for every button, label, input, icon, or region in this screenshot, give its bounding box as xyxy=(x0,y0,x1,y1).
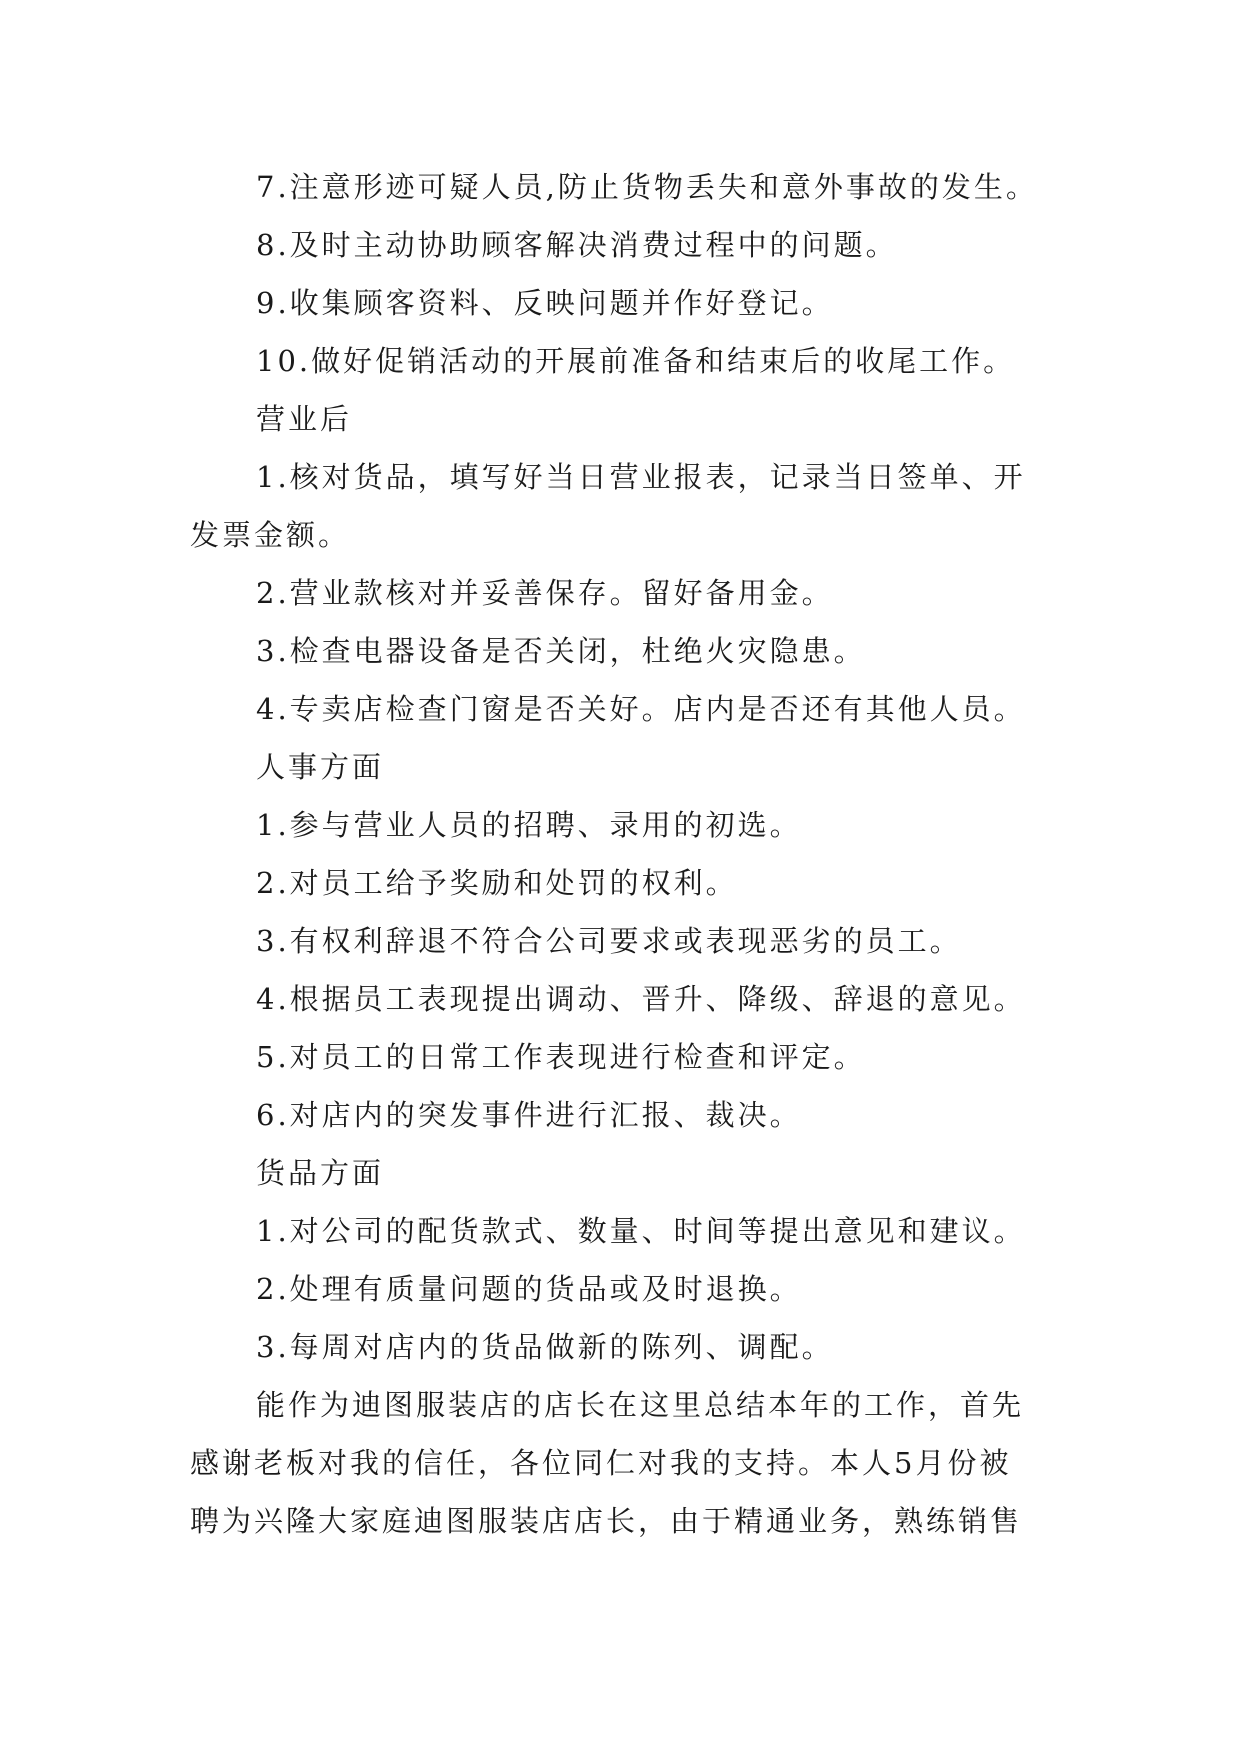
document-body xyxy=(190,158,1090,1550)
text-line: 2.对员工给予奖励和处罚的权利。 xyxy=(256,866,738,900)
text-line: 1.参与营业人员的招聘、录用的初选。 xyxy=(256,808,802,842)
text-line: 3.检查电器设备是否关闭，杜绝火灾隐患。 xyxy=(256,634,866,668)
text-line: 1.对公司的配货款式、数量、时间等提出意见和建议。 xyxy=(256,1214,1026,1248)
text-line: 2.营业款核对并妥善保存。留好备用金。 xyxy=(256,576,834,610)
paragraph-line: 能作为迪图服装店的店长在这里总结本年的工作，首先 xyxy=(256,1388,1025,1422)
text-line: 9.收集顾客资料、反映问题并作好登记。 xyxy=(256,286,834,320)
text-line: 3.每周对店内的货品做新的陈列、调配。 xyxy=(256,1330,834,1364)
section-heading: 货品方面 xyxy=(256,1156,385,1190)
text-line: 3.有权利辞退不符合公司要求或表现恶劣的员工。 xyxy=(256,924,962,958)
paragraph-line: 感谢老板对我的信任，各位同仁对我的支持。本人5月份被 xyxy=(190,1446,1012,1480)
text-line: 1.核对货品，填写好当日营业报表，记录当日签单、开 xyxy=(256,460,1026,494)
text-line: 7.注意形迹可疑人员,防止货物丢失和意外事故的发生。 xyxy=(256,170,1038,204)
text-line: 2.处理有质量问题的货品或及时退换。 xyxy=(256,1272,802,1306)
text-line: 6.对店内的突发事件进行汇报、裁决。 xyxy=(256,1098,802,1132)
text-line: 10.做好促销活动的开展前准备和结束后的收尾工作。 xyxy=(256,344,1016,378)
section-heading: 人事方面 xyxy=(256,750,385,784)
section-heading: 营业后 xyxy=(256,402,353,436)
text-line: 5.对员工的日常工作表现进行检查和评定。 xyxy=(256,1040,866,1074)
paragraph-line: 聘为兴隆大家庭迪图服装店店长，由于精通业务，熟练销售 xyxy=(190,1504,1023,1538)
text-line: 8.及时主动协助顾客解决消费过程中的问题。 xyxy=(256,228,898,262)
text-line: 4.专卖店检查门窗是否关好。店内是否还有其他人员。 xyxy=(256,692,1026,726)
text-line: 4.根据员工表现提出调动、晋升、降级、辞退的意见。 xyxy=(256,982,1026,1016)
text-line: 发票金额。 xyxy=(190,518,351,552)
